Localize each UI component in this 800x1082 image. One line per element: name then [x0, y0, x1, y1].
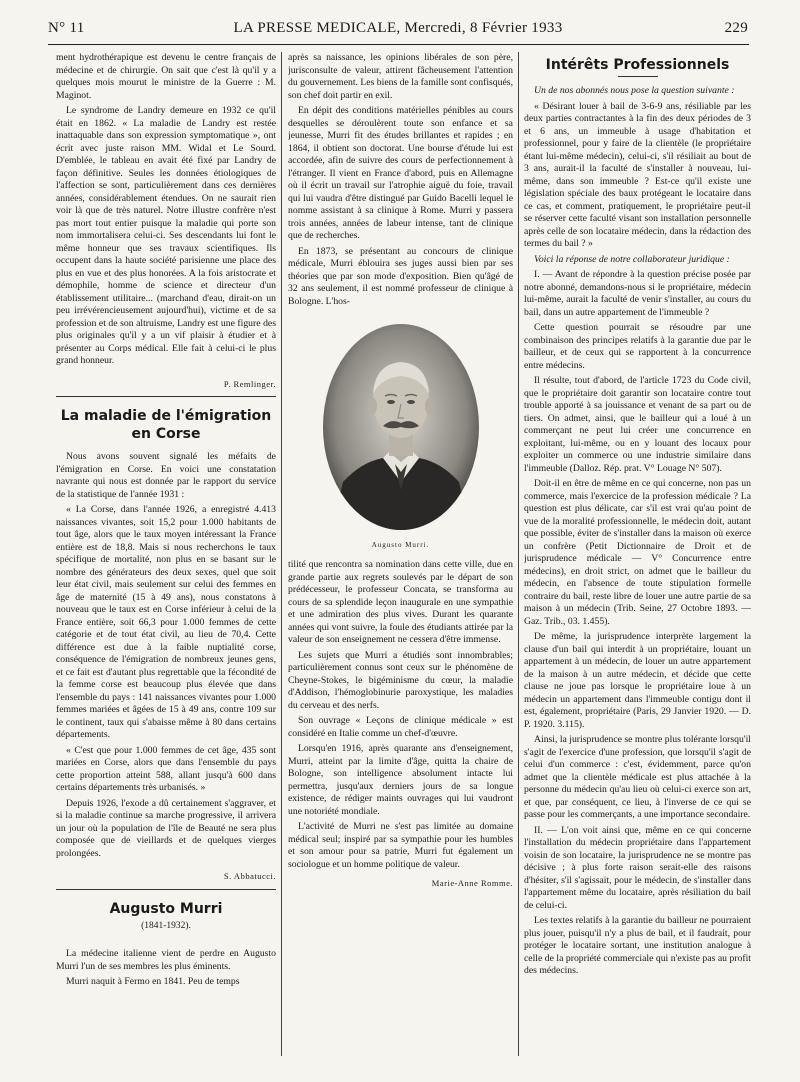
paragraph: Depuis 1926, l'exode a dû certainement s'aggraver, et si la maladie continue sa marche progressive, il arrivera un jour où la population de l'île de Beauté ne sera plus composée que de vieillards et de quelques vierges prolongées.: [56, 797, 276, 859]
signature: P. Remlinger.: [223, 378, 276, 389]
paragraph: En 1873, se présentant au concours de clinique médicale, Murri éblouira ses juges aussi bien par ses théories que par son mode d'exposition. Bien qu'âgé de 32 ans seulement, il est nommé professeur de clinique à Bologne. L'hos-: [288, 245, 513, 307]
article-dates: (1841-1932).: [141, 920, 191, 931]
column-divider: [281, 52, 282, 1056]
article-title: Augusto Murri: [109, 900, 223, 917]
paragraph: ment hydrothérapique est devenu le centre français de médecine et de chirurgie. On sait que c'est là qu'il y a quelques mois mourut le ministre de la Guerre : M. Maginot.: [56, 52, 276, 101]
page-number: 229: [724, 20, 748, 36]
column-left: [56, 52, 276, 1062]
paragraph: Murri naquit à Fermo en 1841. Peu de temps: [66, 976, 240, 987]
paragraph: « C'est que pour 1.000 femmes de cet âge, 435 sont mariées en Corse, alors que dans l'ensemble du pays cette proportion atteint 588, allant jusqu'à 600 dans certains départements très urbanisés. »: [56, 744, 276, 793]
paragraph: Le syndrome de Landry demeure en 1932 ce qu'il était en 1862. « La maladie de Landry est restée inattaquable dans son expression symptomatique », ont écrit avec juste raison MM. Widal et Le Sourd. D'emblée, le tableau en avait été fixé par Landry de façon définitive. Seules les données étiologiques de l'affection se sont, particulièrement dans ces dernières années, considérablement étendues. On ne saurait rien voir là que de très naturel. Notre illustre confrère n'est pas mort tout entier puisque la maladie qui porte son nom immortalisera celui-ci. Ses descendants lui font le même honneur que ses travaux scientifiques. Ils occupent dans la haute société parisienne une place des plus en vue et des plus honorées. A la fois aristocrate et démophile, homme de science et directeur d'un établissement utilitaire... (marchand d'eau, dirait-on un peu irrévérencieusement aujourd'hui), victime et de sa profession et de son altruisme, Landry est une figure des plus originales qu'il y a un vif plaisir à étudier et à présenter au Corps médical. Elle fait à celui-ci le plus grand honneur.: [56, 105, 276, 366]
paragraph: II. — L'on voit ainsi que, même en ce qui concerne l'installation du médecin propriétaire dans l'appartement voisin de son locataire, la jurisprudence ne se montre pas décisive ; à plus forte raison serait-elle des raisons d'hésiter, s'il s'agissait, pour le médecin, de s'installer dans l'appartement même du locataire, après résiliation du bail de celui-ci.: [524, 824, 751, 911]
portrait: [288, 322, 513, 551]
question-intro: Un de nos abonnés nous pose la question suivante :: [534, 85, 735, 96]
paragraph: tilité que rencontra sa nomination dans cette ville, due en grande partie aux regrets soulevés par le départ de son prédécesseur, le professeur Concata, se transforma au cours de sa splendide leçon inaugurale en une sympathie et une admiration des plus vives. Durant les quarante années qui vont suivre, la foule des étudiants attirée par la valeur de son enseignement ne cessera d'être immense.: [288, 559, 513, 645]
section-title: Intérêts Professionnels: [545, 57, 730, 73]
journal-title: LA PRESSE MEDICALE, Mercredi, 8 Février 1933: [233, 20, 563, 36]
question-text: « Désirant louer à bail de 3-6-9 ans, résiliable par les deux parties contractantes à la fin des deux périodes de 3 et 6 ans, un immeuble à usage d'habitation et professionnel, pour y faire de la clientèle (le propriétaire étant lui-même médecin), celui-ci, s'il résiliait au bout de 3 ans, aurait-il la faculté de s'installer à nouveau, lui-même, dans son immeuble ? Est-ce qu'il existe une législation spéciale des baux protégeant le locataire dans ce cas, et comment, pratiquement, le propriétaire peut-il se réserver cette faculté visant son installation personnelle après celle de son locataire médecin, dans la rédaction des termes du bail ? »: [524, 100, 751, 249]
paragraph: Cette question pourrait se résoudre par une combinaison des principes relatifs à la garantie due par le bailleur, et de ceux qui se rapportent à la concurrence entre médecins.: [524, 322, 751, 371]
article-separator: [56, 889, 276, 890]
paragraph: Doit-il en être de même en ce qui concerne, non pas un commerce, mais l'exercice de la profession médicale ? La question est plus délicate, car s'il est vrai qu'au point de vue de la moralité professionnelle, le médecin doit, autant que possible, éviter de s'installer dans la maison où exerce un confrère (Petit Dictionnaire de Droit et de jurisprudence médicale — V° Concurrence entre médecins), en droit strict, on admet que le bailleur du médecin, en l'absence de toute stipulation formelle contraire du bail, reste libre de louer une autre partie de sa maison à un médecin (Trib. Seine, 27 Octobre 1893. — Gaz. Trib., 03. 1.455).: [524, 478, 751, 627]
article-title: La maladie de l'émigration en Corse: [60, 408, 272, 442]
paragraph: En dépit des conditions matérielles pénibles au cours desquelles se déroulèrent toute son enfance et sa jeunesse, Murri fit des études brillantes et rapides ; en 1864, il obtient son doctorat. Une bourse d'étude lui est accordée, afin de suivre des cours de perfectionnement à l'étranger. Il vient en France d'abord, puis en Allemagne où il écrit un travail sur l'atrophie aiguë du foie, travail qui lui vaudra d'être distingué par Guido Bacelli lequel le nomme assistant à sa clinique à Rome. Murri y passera trois années, années de labeur intense, tant de clinique que de recherches.: [288, 105, 513, 241]
signature: Marie-Anne Romme.: [431, 878, 513, 888]
signature: S. Abbatucci.: [223, 871, 276, 881]
article-separator: [56, 396, 276, 397]
header-rule: [48, 44, 749, 45]
paragraph: I. — Avant de répondre à la question précise posée par notre abonné, demandons-nous si le propriétaire, médecin lui-même, aurait la faculté de venir s'installer, au cours du bail, dans un autre appartement de l'immeuble ?: [524, 269, 751, 318]
paragraph: L'activité de Murri ne s'est pas limitée au domaine médical seul; inspiré par sa sympathie pour les humbles et son amour pour sa patrie, Murri fut également un sociologue et un homme politique de valeur.: [288, 821, 513, 870]
paragraph: Nous avons souvent signalé les méfaits de l'émigration en Corse. En voici une constatation navrante qui nous est donnée par le rapport du service de la statistique de l'année 1931 :: [56, 451, 276, 500]
paragraph: Son ouvrage « Leçons de clinique médicale » est considéré en Italie comme un chef-d'œuvre.: [288, 715, 513, 739]
paragraph: Ainsi, la jurisprudence se montre plus tolérante lorsqu'il s'agit de l'exercice d'une profession, que lorsqu'il s'agit de celui d'un commerce : c'est, évidemment, parce qu'on admet que la clientèle médicale est plus attachée à la personne du médecin qu'au lieu où celui-ci exerce son art, et que, par conséquent, ce lieu, à l'inverse de ce qui se passe pour les commerçants, a une importance secondaire.: [524, 734, 751, 820]
column-middle: [288, 52, 513, 1062]
paragraph: Lorsqu'en 1916, après quarante ans d'enseignement, Murri, atteint par la limite d'âge, quitta la chaire de Bologne, son intelligence absolument intacte lui permettra, jusqu'aux derniers jours de sa longue existence, de rédiger maints ouvrages qui lui vaudront une notoriété mondiale.: [288, 743, 513, 817]
portrait-photo: [321, 322, 481, 532]
paragraph: Il résulte, tout d'abord, de l'article 1723 du Code civil, que le propriétaire doit garantir son locataire contre tout trouble apporté à sa jouissance et venant de sa part ou de tiers. On admet, ainsi, que le bailleur qui a loué à un commerçant ne peut lui créer une concurrence en exploitant, lui-même, ou en y louant des locaux pour exploiter un commerce ou une industrie similaire dans l'immeuble (Dalloz. Rép. prat. V° Louage N° 507).: [524, 375, 751, 474]
paragraph: De même, la jurisprudence interprète largement la clause d'un bail qui interdit à un propriétaire, louant un appartement à un médecin, de louer un autre appartement de la maison à un autre médecin, et décide que cette clause ne joue pas lorsque le propriétaire loue à un médecin un appartement dans l'immeuble contigu dont il est, également, propriétaire (Paris, 29 Janvier 1920. — D. P. 1920. 3.115).: [524, 631, 751, 730]
paragraph: La médecine italienne vient de perdre en Augusto Murri l'un de ses membres les plus éminents.: [56, 948, 276, 972]
title-rule: [618, 76, 658, 77]
issue-number: N° 11: [48, 20, 85, 36]
portrait-caption: Augusto Murri.: [371, 540, 430, 549]
paragraph: Les sujets que Murri a étudiés sont innombrables; particulièrement connus sont ceux sur le phénomène de Cheyne-Stokes, le bigéminisme du cœur, la maladie d'Addison, l'hémoglobinurie paroxystique, les maladies du cerveau et des nerfs.: [288, 649, 513, 711]
paragraph: après sa naissance, les opinions libérales de son père, jurisconsulte de valeur, attirent fâcheusement l'attention du gouvernement. Les biens de la famille sont confisqués, son chef doit partir en exil.: [288, 52, 513, 101]
page-header: [48, 18, 748, 44]
column-divider: [518, 52, 519, 1056]
column-right: [524, 52, 751, 1062]
paragraph: « La Corse, dans l'année 1926, a enregistré 4.413 naissances vivantes, soit 15,2 pour 1.000 habitants de tout âge, alors que le taux moyen intéressant la France entière est de 18,8. Mais si nous recherchons le taux spécifique de mortalité, non plus en se basant sur le nombre des générateurs des deux sexes, quel que soit leur état civil, mais seulement sur celui des femmes en âge de maternité (15 à 49 ans), nous constatons à nouveau que le taux est en Corse inférieur à celui de la France entière, soit 66,3 pour 1.000 femmes de cette catégorie et de tout état civil, au lieu de 70,4. Cette différence est due à la faible nuptialité corse, conséquence de l'émigration de nombreux jeunes gens, et ce fait est d'autant plus regrettable que la fécondité de la femme corse est beaucoup plus élevée que dans l'ensemble du pays : 141 naissances vivantes pour 1.000 femmes mariées et âgées de 15 à 49 ans, contre 109 sur le continent, taux qui s'abaisse même à 80 dans certains départements.: [56, 504, 276, 740]
paragraph: Les textes relatifs à la garantie du bailleur ne pourraient plus jouer, puisqu'il n'y a plus de bail, et il faudrait, pour protéger le locataire sortant, une institution analogue à celle de la propriété commerciale qui n'existe pas au profit des médecins.: [524, 915, 751, 976]
answer-intro: Voici la réponse de notre collaborateur juridique :: [534, 253, 730, 265]
